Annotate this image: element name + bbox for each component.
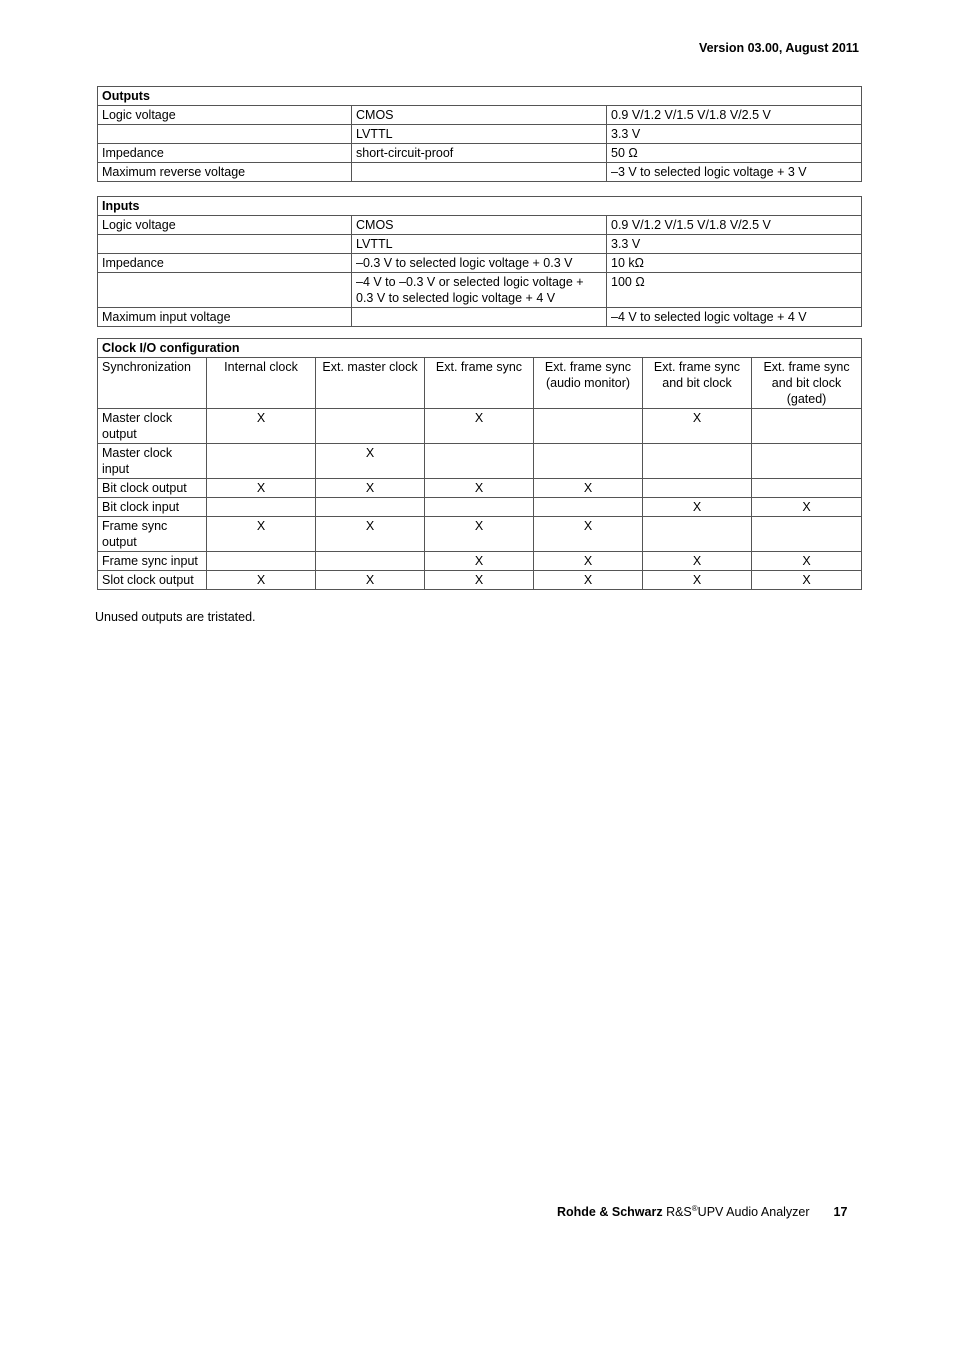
table-cell (352, 163, 607, 182)
table-cell: X (425, 479, 534, 498)
clock-io-table (97, 338, 862, 590)
table-cell (752, 444, 862, 479)
page-number: 17 (833, 1205, 848, 1219)
table-cell (752, 479, 862, 498)
table-row (98, 479, 862, 498)
table-cell: X (316, 517, 425, 552)
footer-product-prefix: R&S (666, 1205, 692, 1219)
table-cell: X (534, 517, 643, 552)
table-cell: X (643, 498, 752, 517)
table-cell: –0.3 V to selected logic voltage + 0.3 V (352, 254, 607, 273)
table-cell: 10 kΩ (607, 254, 862, 273)
table-cell (98, 235, 352, 254)
table-cell: X (425, 571, 534, 590)
table-row (98, 163, 862, 182)
table-cell: Logic voltage (98, 216, 352, 235)
table-cell (643, 444, 752, 479)
table-cell (534, 444, 643, 479)
table-row (98, 498, 862, 517)
note-text: Unused outputs are tristated. (95, 610, 256, 624)
table-cell: X (534, 479, 643, 498)
table-cell (534, 409, 643, 444)
table-row (98, 144, 862, 163)
table-cell (643, 517, 752, 552)
table-cell (643, 479, 752, 498)
table-cell (752, 409, 862, 444)
table-header-row (98, 358, 862, 409)
table-cell: X (207, 571, 316, 590)
table-cell (534, 498, 643, 517)
table-cell: X (425, 517, 534, 552)
table-row (98, 125, 862, 144)
table-cell: Impedance (98, 254, 352, 273)
table-cell: X (425, 409, 534, 444)
table-cell: LVTTL (352, 125, 607, 144)
table-row (98, 552, 862, 571)
column-header: Ext. frame sync (425, 358, 534, 409)
table-cell (316, 498, 425, 517)
table-cell: 0.9 V/1.2 V/1.5 V/1.8 V/2.5 V (607, 106, 862, 125)
table-cell: X (643, 409, 752, 444)
column-header: Ext. master clock (316, 358, 425, 409)
table-row (98, 216, 862, 235)
registered-mark: ® (691, 1204, 698, 1213)
table-cell (207, 498, 316, 517)
table-cell: 0.9 V/1.2 V/1.5 V/1.8 V/2.5 V (607, 216, 862, 235)
table-cell: 3.3 V (607, 235, 862, 254)
column-header: Ext. frame sync (audio monitor) (534, 358, 643, 409)
table-cell (425, 498, 534, 517)
column-header: Internal clock (207, 358, 316, 409)
table-cell: Master clock output (98, 409, 207, 444)
version-header: Version 03.00, August 2011 (698, 41, 859, 55)
table-cell: X (752, 571, 862, 590)
table-cell: X (207, 479, 316, 498)
outputs-table (97, 86, 862, 182)
table-cell: X (643, 571, 752, 590)
clock-title: Clock I/O configuration (98, 339, 862, 358)
outputs-title: Outputs (98, 87, 862, 106)
table-cell: X (534, 571, 643, 590)
table-cell: Frame sync output (98, 517, 207, 552)
table-cell: Bit clock output (98, 479, 207, 498)
table-cell: X (207, 409, 316, 444)
table-cell: Maximum input voltage (98, 308, 352, 327)
table-row (98, 273, 862, 308)
table-row (98, 517, 862, 552)
table-cell: –4 V to selected logic voltage + 4 V (607, 308, 862, 327)
table-cell: CMOS (352, 216, 607, 235)
table-cell: 100 Ω (607, 273, 862, 308)
table-row (98, 308, 862, 327)
column-header: Ext. frame sync and bit clock (gated) (752, 358, 862, 409)
column-header: Synchronization (98, 358, 207, 409)
table-cell: Maximum reverse voltage (98, 163, 352, 182)
table-cell (752, 517, 862, 552)
table-cell (316, 409, 425, 444)
table-cell: X (534, 552, 643, 571)
table-cell: Slot clock output (98, 571, 207, 590)
table-cell: X (316, 479, 425, 498)
column-header: Ext. frame sync and bit clock (643, 358, 752, 409)
footer-company: Rohde & Schwarz (557, 1205, 663, 1219)
table-cell (425, 444, 534, 479)
table-cell: short-circuit-proof (352, 144, 607, 163)
table-cell: Logic voltage (98, 106, 352, 125)
table-cell (316, 552, 425, 571)
table-cell: Master clock input (98, 444, 207, 479)
footer-product: UPV Audio Analyzer (697, 1205, 810, 1219)
table-cell: 50 Ω (607, 144, 862, 163)
table-cell: X (643, 552, 752, 571)
footer (557, 1204, 847, 1219)
table-cell (98, 273, 352, 308)
table-cell: Bit clock input (98, 498, 207, 517)
table-row (98, 571, 862, 590)
table-row (98, 106, 862, 125)
table-cell (98, 125, 352, 144)
table-row (98, 235, 862, 254)
table-cell: X (752, 552, 862, 571)
table-cell: X (316, 571, 425, 590)
table-cell: X (752, 498, 862, 517)
table-row (98, 254, 862, 273)
table-cell: Frame sync input (98, 552, 207, 571)
table-row (98, 409, 862, 444)
table-cell: X (207, 517, 316, 552)
inputs-title: Inputs (98, 197, 862, 216)
inputs-table (97, 196, 862, 327)
table-cell: –3 V to selected logic voltage + 3 V (607, 163, 862, 182)
table-cell (352, 308, 607, 327)
table-cell: –4 V to –0.3 V or selected logic voltage + 0.3 V to selected logic voltage + 4 V (352, 273, 607, 308)
table-cell: CMOS (352, 106, 607, 125)
table-cell (207, 552, 316, 571)
table-cell: LVTTL (352, 235, 607, 254)
table-cell (207, 444, 316, 479)
table-cell: X (425, 552, 534, 571)
table-row (98, 444, 862, 479)
table-cell: 3.3 V (607, 125, 862, 144)
table-cell: X (316, 444, 425, 479)
table-cell: Impedance (98, 144, 352, 163)
